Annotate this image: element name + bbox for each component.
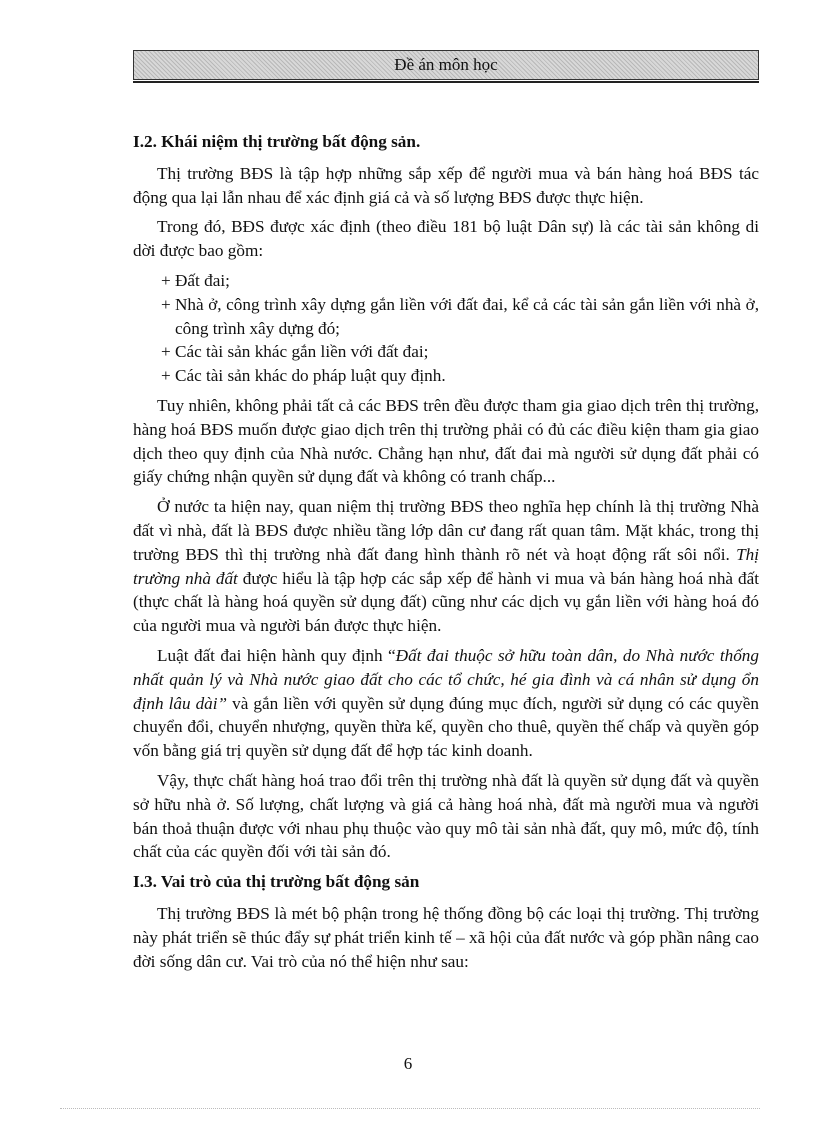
footer-rule [60,1108,760,1109]
paragraph: Luật đất đai hiện hành quy định “Đất đai thuộc sở hữu toàn dân, do Nhà nước thống nhất quản lý và Nhà nước giao đất cho các tổ chức, hé gia đình và cá nhân sử dụng ổn định lâu dài” và gắn liền với quyền sử dụng đúng mục đích, người sử dụng có các quyền chuyển đổi, chuyển nhượng, quyền thừa kế, quyền cho thuê, quyền thế chấp và quyền góp vốn bằng giá trị quyền sử dụng đất để hợp tác kinh doanh. [133,645,759,761]
list-item: + Các tài sản khác gắn liền với đất đai; [161,340,759,364]
paragraph: Thị trường BĐS là tập hợp những sắp xếp để người mua và bán hàng hoá BĐS tác động qua lại lẫn nhau để xác định giá cả và số lượng BĐS được thực hiện. [133,163,759,207]
section-heading-i2: I.2. Khái niệm thị trường bất động sản. [133,132,421,151]
list-item: + Các tài sản khác do pháp luật quy định. [161,364,759,388]
law-quote: Đất đai thuộc sở hữu toàn dân, do Nhà nước thống nhất quản lý và Nhà nước giao đất cho các tổ chức, hé gia đình và cá nhân sử dụng ổn định lâu dài” [133,645,759,713]
page-header [133,50,759,80]
page-number: 6 [403,1054,413,1073]
emphasis-text: Thị trường nhà đất [133,544,759,588]
paragraph: Thị trường BĐS là mét bộ phận trong hệ thống đồng bộ các loại thị trường. Thị trường này phát triển sẽ thúc đẩy sự phát triển kinh tế – xã hội của đất nước và góp phần nâng cao đời sống dân cư. Vai trò của nó thể hiện như sau: [133,903,759,971]
paragraph: Tuy nhiên, không phải tất cả các BĐS trên đều được tham gia giao dịch trên thị trường, hàng hoá BĐS muốn được giao dịch trên thị trường phải có đủ các điều kiện tham gia giao dịch theo quy định của Nhà nước. Chẳng hạn như, đất đai mà người sử dụng đất phải có giấy chứng nhận quyền sử dụng đất và không có tranh chấp... [133,395,759,487]
header-rule [133,81,759,83]
list-item: + Đất đai; [161,269,759,293]
list-item: + Nhà ở, công trình xây dựng gắn liền với đất đai, kể cả các tài sản gắn liền với nhà ở, công trình xây dựng đó; [161,294,759,338]
list-marker: + [161,294,171,314]
paragraph: Ở nước ta hiện nay, quan niệm thị trường BĐS theo nghĩa hẹp chính là thị trường Nhà đất vì nhà, đất là BĐS được nhiều tầng lớp dân cư đang rất quan tâm. Mặt khác, trong thị trường BĐS thì thị trường nhà đất đang hình thành rõ nét và hoạt động rất sôi nổi. Thị trường nhà đất được hiểu là tập hợp các sắp xếp để hành vi mua và bán hàng hoá nhà đất (thực chất là hàng hoá quyền sử dụng đất) cũng như các dịch vụ gắn liền với hàng hoá đó của người mua và người bán được thực hiện. [133,497,759,636]
header-title: Đề án môn học [394,55,498,74]
section-heading-i3: I.3. Vai trò của thị trường bất động sản [133,872,420,892]
list-marker: + [161,270,171,290]
list-marker: + [161,366,171,386]
page-content [133,130,759,979]
paragraph: Trong đó, BĐS được xác định (theo điều 181 bộ luật Dân sự) là các tài sản không di dời được bao gồm: [133,217,759,261]
paragraph: Vậy, thực chất hàng hoá trao đổi trên thị trường nhà đất là quyền sử dụng đất và quyền sở hữu nhà ở. Số lượng, chất lượng và giá cả hàng hoá nhà, đất mà người mua và người bán thoả thuận được với nhau phụ thuộc vào quy mô tài sản nhà đất, quy mô, mức độ, tính chất của các quyền đối với tài sản đó. [133,770,759,862]
list-marker: + [161,342,171,362]
asset-list [133,269,759,388]
